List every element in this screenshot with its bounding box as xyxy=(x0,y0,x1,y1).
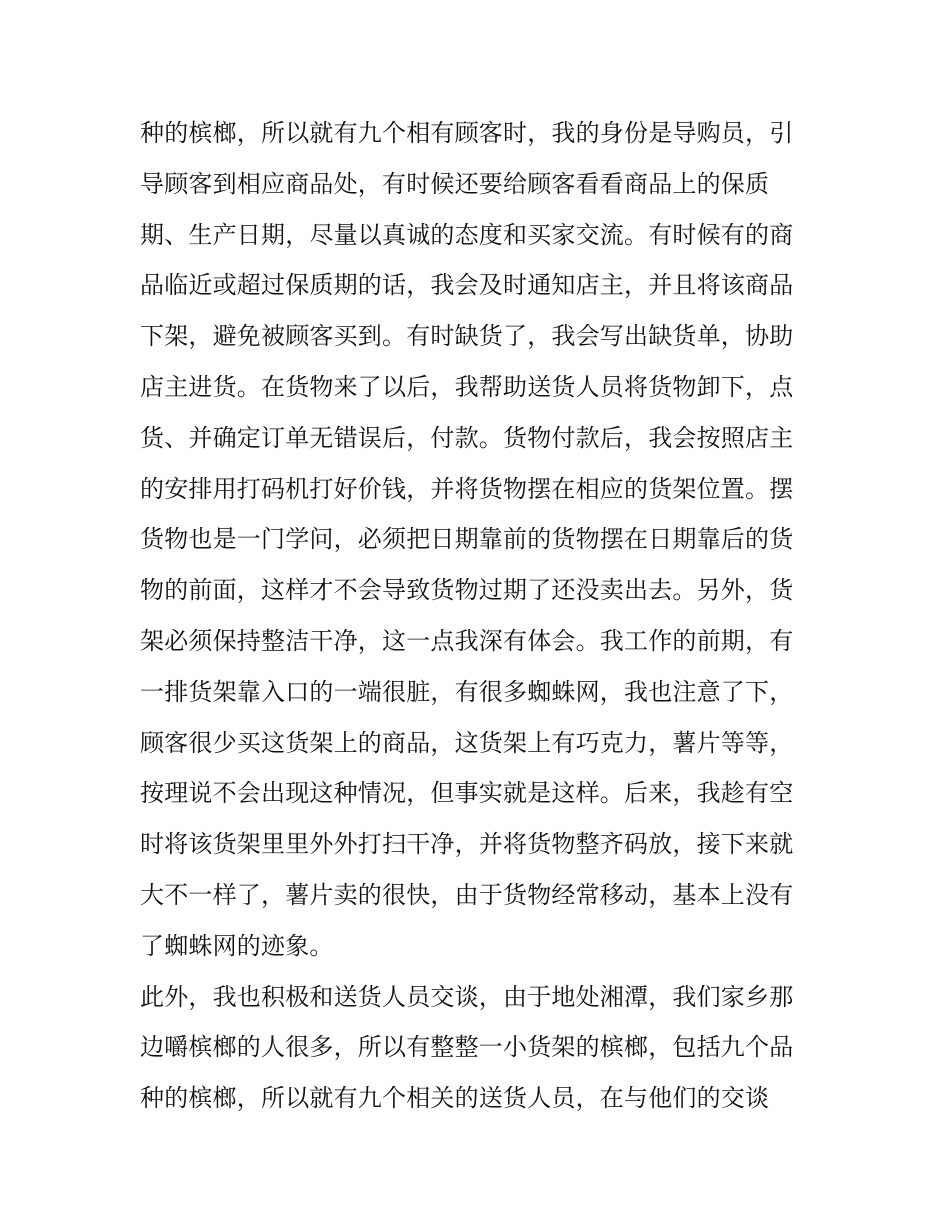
text-line: 大不一样了，薯片卖的很快，由于货物经常移动，基本上没有 xyxy=(140,880,794,909)
text-line: 时将该货架里里外外打扫干净，并将货物整齐码放，接下来就 xyxy=(140,830,794,859)
text-line: 顾客很少买这货架上的商品，这货架上有巧克力，薯片等等， xyxy=(140,728,794,757)
text-line: 物的前面，这样才不会导致货物过期了还没卖出去。另外，货 xyxy=(140,576,794,605)
text-line: 店主进货。在货物来了以后，我帮助送货人员将货物卸下，点 xyxy=(140,372,794,401)
text-line: 的安排用打码机打好价钱，并将货物摆在相应的货架位置。摆 xyxy=(140,474,794,503)
text-line: 了蜘蛛网的迹象。 xyxy=(140,931,334,960)
text-line: 下架，避免被顾客买到。有时缺货了，我会写出缺货单，协助 xyxy=(140,322,794,351)
text-line: 种的槟榔，所以就有九个相有顾客时，我的身份是导购员，引 xyxy=(140,119,794,147)
text-line: 期、生产日期，尽量以真诚的态度和买家交流。有时候有的商 xyxy=(140,220,794,249)
text-line: 按理说不会出现这种情况，但事实就是这样。后来，我趁有空 xyxy=(140,779,794,808)
text-line: 导顾客到相应商品处，有时候还要给顾客看看商品上的保质 xyxy=(140,169,770,198)
body-text xyxy=(140,108,820,1124)
text-line: 货、并确定订单无错误后，付款。货物付款后，我会按照店主 xyxy=(140,423,794,452)
text-line: 一排货架靠入口的一端很脏，有很多蜘蛛网，我也注意了下， xyxy=(140,677,794,706)
text-line: 品临近或超过保质期的话，我会及时通知店主，并且将该商品 xyxy=(140,271,794,300)
text-line: 边嚼槟榔的人很多，所以有整整一小货架的槟榔，包括九个品 xyxy=(140,1033,794,1062)
text-line: 此外，我也积极和送货人员交谈，由于地处湘潭，我们家乡那 xyxy=(140,982,794,1011)
text-line: 架必须保持整洁干净，这一点我深有体会。我工作的前期，有 xyxy=(140,626,794,655)
text-line: 种的槟榔，所以就有九个相关的送货人员，在与他们的交谈 xyxy=(140,1084,770,1113)
text-line: 货物也是一门学问，必须把日期靠前的货物摆在日期靠后的货 xyxy=(140,525,794,554)
